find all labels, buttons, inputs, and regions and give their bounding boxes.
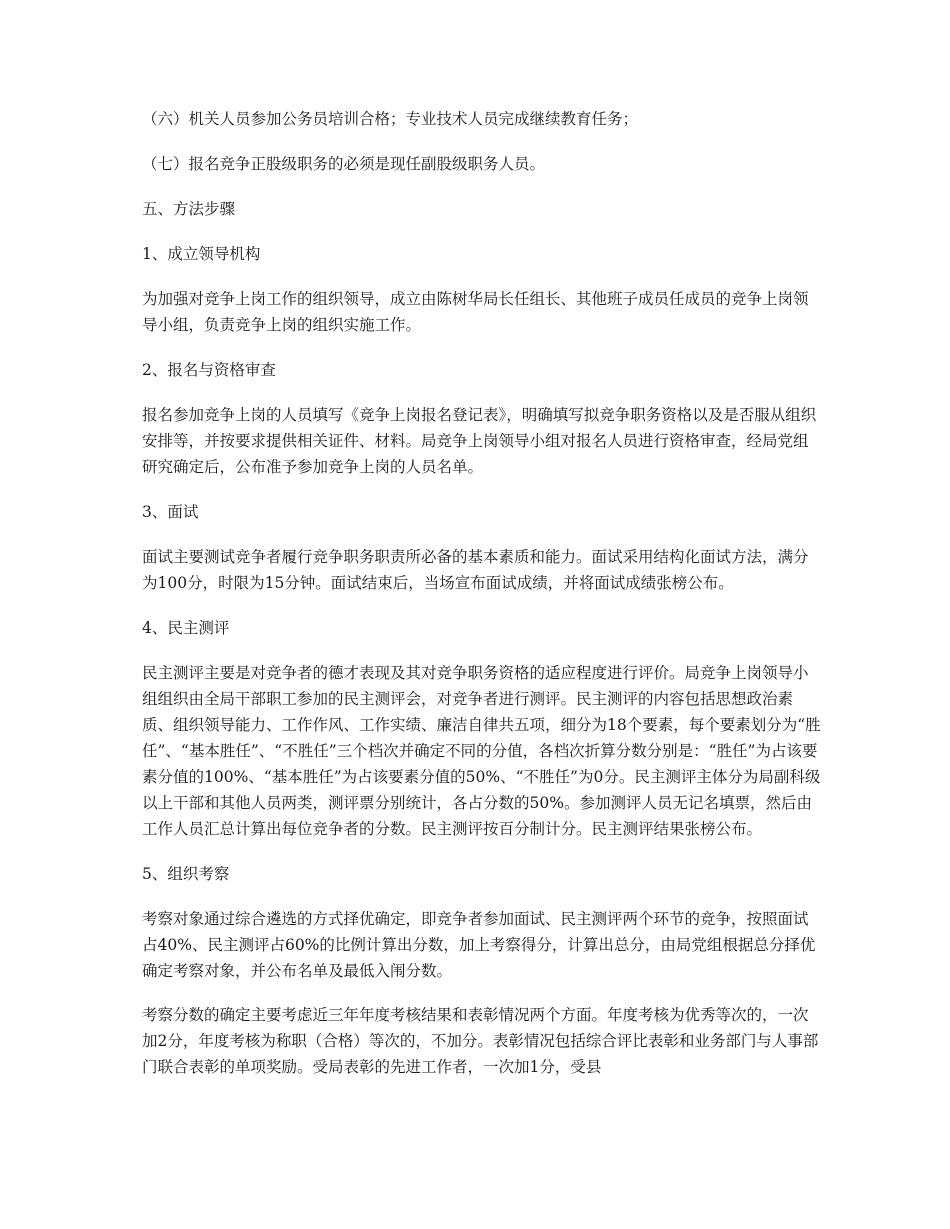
paragraph-inspection: 考察对象通过综合遴选的方式择优确定，即竞争者参加面试、民主测评两个环节的竞争，按照面试占40%、民主测评占60%的比例计算出分数，加上考察得分，计算出总分，由局党组根据总分择优确定考察对象，并公布名单及最低入闱分数。 [142,910,816,980]
paragraph-evaluation: 民主测评主要是对竞争者的德才表现及其对竞争职务资格的适应程度进行评价。局竞争上岗领导小组组织由全局干部职工参加的民主测评会，对竞争者进行测评。民主测评的内容包括思想政治素质、组织领导能力、工作作风、工作实绩、廉洁自律共五项，细分为18个要素，每个要素划分为“胜任”、“基本胜任”、“不胜任”三个档次并确定不同的分值，各档次折算分数分别是：“胜任”为占该要素分值的100%、“基本胜任”为占该要素分值的50%、“不胜任”为0分。民主测评主体分为局副科级以上干部和其他人员两类，测评票分别统计，各占分数的50%。参加测评人员无记名填票，然后由工作人员汇总计算出每位竞争者的分数。民主测评按百分制计分。民主测评结果张榜公布。 [142,664,821,838]
subheading-inspection: 5、组织考察 [142,865,230,883]
document-page [142,106,822,1099]
subheading-evaluation: 4、民主测评 [142,619,230,637]
item-seven: （七）报名竞争正股级职务的必须是现任副股级职务人员。 [142,155,546,173]
paragraph-interview: 面试主要测试竞争者履行竞争职务职责所必备的基本素质和能力。面试采用结构化面试方法，满分为100分，时限为15分钟。面试结束后，当场宣布面试成绩，并将面试成绩张榜公布。 [142,548,809,592]
section-heading-methods: 五、方法步骤 [142,200,236,218]
subheading-interview: 3、面试 [142,503,199,521]
subheading-registration: 2、报名与资格审查 [142,361,276,379]
item-six: （六）机关人员参加公务员培训合格；专业技术人员完成继续教育任务； [142,110,639,128]
subheading-leadership: 1、成立领导机构 [142,245,261,263]
paragraph-leadership: 为加强对竞争上岗工作的组织领导，成立由陈树华局长任组长、其他班子成员任成员的竞争上岗领导小组，负责竞争上岗的组织实施工作。 [142,290,809,334]
paragraph-inspection-score: 考察分数的确定主要考虑近三年年度考核结果和表彰情况两个方面。年度考核为优秀等次的，一次加2分，年度考核为称职（合格）等次的，不加分。表彰情况包括综合评比表彰和业务部门与人事部门联合表彰的单项奖励。受局表彰的先进工作者，一次加1分，受县 [142,1006,819,1076]
paragraph-registration: 报名参加竞争上岗的人员填写《竞争上岗报名登记表》，明确填写拟竞争职务资格以及是否服从组织安排等，并按要求提供相关证件、材料。局竞争上岗领导小组对报名人员进行资格审查，经局党组研究确定后，公布准予参加竞争上岗的人员名单。 [142,406,817,476]
